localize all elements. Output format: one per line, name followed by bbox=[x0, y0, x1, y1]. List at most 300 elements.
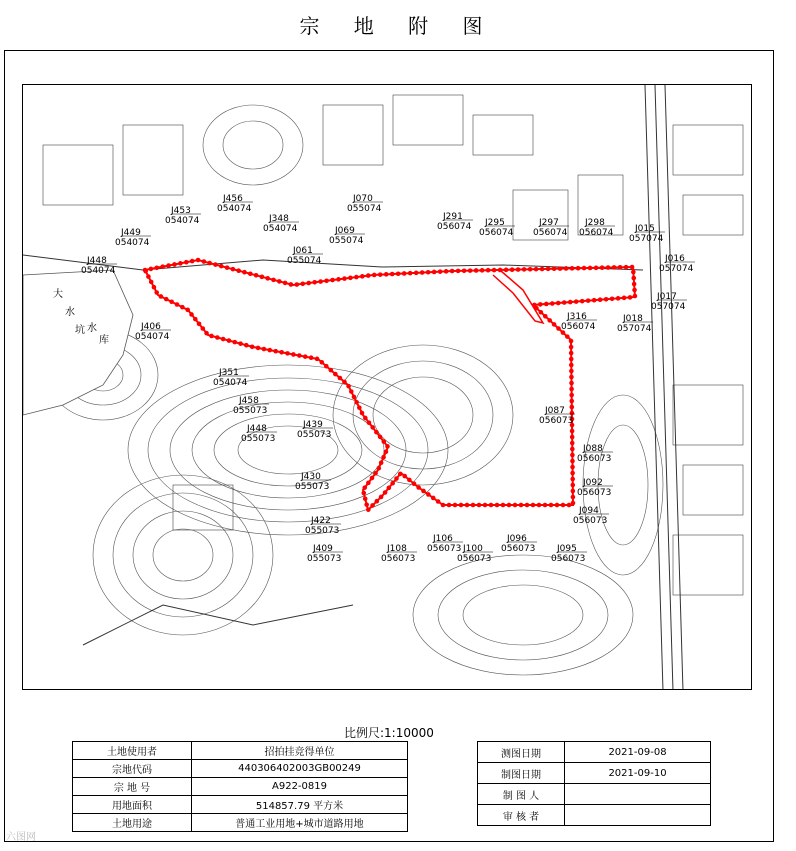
boundary-vertex bbox=[219, 264, 224, 269]
point-code-label: 056073 bbox=[427, 544, 462, 554]
boundary-vertex bbox=[540, 267, 545, 272]
boundary-vertex bbox=[570, 477, 575, 482]
boundary-vertex bbox=[318, 279, 323, 284]
boundary-vertex bbox=[571, 501, 576, 506]
point-id-label: J448 bbox=[247, 424, 267, 434]
boundary-vertex bbox=[534, 306, 539, 311]
boundary-vertex bbox=[364, 502, 369, 507]
parcel-map bbox=[22, 84, 752, 690]
boundary-vertex bbox=[543, 503, 548, 508]
point-id-label: J297 bbox=[539, 218, 559, 228]
point-code-label: 054074 bbox=[217, 204, 252, 214]
boundary-vertex bbox=[486, 268, 491, 273]
point-id-label: J295 bbox=[485, 218, 505, 228]
point-code-label: 054074 bbox=[81, 266, 116, 276]
road-line bbox=[645, 85, 663, 690]
boundary-vertex bbox=[367, 420, 372, 425]
boundary-vertex bbox=[416, 485, 421, 490]
boundary-vertex bbox=[516, 267, 521, 272]
boundary-vertex bbox=[567, 503, 572, 508]
table-row bbox=[73, 760, 408, 778]
row-label: 制图日期 bbox=[478, 763, 565, 784]
building-block bbox=[673, 535, 743, 595]
boundary-vertex bbox=[209, 334, 214, 339]
contour bbox=[373, 377, 473, 453]
table-row bbox=[73, 742, 408, 760]
road-line bbox=[665, 85, 683, 690]
boundary-vertex bbox=[291, 352, 296, 357]
boundary-vertex bbox=[306, 281, 311, 286]
row-value bbox=[565, 805, 711, 826]
point-id-label: J106 bbox=[433, 534, 453, 544]
boundary-vertex bbox=[531, 503, 536, 508]
boundary-vertex bbox=[436, 499, 441, 504]
boundary-vertex bbox=[574, 299, 579, 304]
boundary-vertex bbox=[166, 263, 171, 268]
boundary-vertex bbox=[236, 268, 241, 273]
point-code-label: 057074 bbox=[651, 302, 686, 312]
building-block bbox=[43, 145, 113, 205]
point-id-label: J298 bbox=[585, 218, 605, 228]
table-row bbox=[73, 796, 408, 814]
boundary-vertex bbox=[207, 261, 212, 266]
contour bbox=[333, 345, 513, 485]
boundary-vertex bbox=[612, 265, 617, 270]
point-code-label: 056073 bbox=[577, 454, 612, 464]
boundary-vertex bbox=[175, 302, 180, 307]
boundary-vertex bbox=[295, 282, 300, 287]
boundary-vertex bbox=[489, 503, 494, 508]
boundary-vertex bbox=[379, 460, 384, 465]
boundary-vertex bbox=[569, 369, 574, 374]
point-code-label: 056073 bbox=[457, 554, 492, 564]
contour bbox=[128, 365, 448, 535]
boundary-vertex bbox=[421, 489, 426, 494]
boundary-vertex bbox=[366, 507, 371, 512]
building-block bbox=[683, 465, 743, 515]
point-id-label: J092 bbox=[583, 478, 603, 488]
boundary-vertex bbox=[549, 503, 554, 508]
boundary-vertex bbox=[570, 471, 575, 476]
row-value bbox=[565, 784, 711, 805]
boundary-vertex bbox=[370, 503, 375, 508]
contour bbox=[203, 105, 303, 185]
boundary-vertex bbox=[197, 322, 202, 327]
contour bbox=[463, 585, 583, 645]
boundary-vertex bbox=[606, 265, 611, 270]
boundary-vertex bbox=[525, 503, 530, 508]
point-code-label: 055073 bbox=[295, 482, 330, 492]
point-id-label: J351 bbox=[219, 368, 239, 378]
boundary-vertex bbox=[315, 357, 320, 362]
point-id-label: J108 bbox=[387, 544, 407, 554]
boundary-vertex bbox=[412, 481, 417, 486]
boundary-vertex bbox=[507, 503, 512, 508]
boundary-vertex bbox=[568, 300, 573, 305]
boundary-vertex bbox=[570, 441, 575, 446]
point-code-label: 054074 bbox=[115, 238, 150, 248]
boundary-vertex bbox=[265, 276, 270, 281]
boundary-vertex bbox=[630, 265, 635, 270]
building-block bbox=[393, 95, 463, 145]
boundary-vertex bbox=[576, 266, 581, 271]
point-id-label: J095 bbox=[557, 544, 577, 554]
boundary-vertex bbox=[402, 474, 407, 479]
boundary-vertex bbox=[180, 305, 185, 310]
boundary-vertex bbox=[309, 355, 314, 360]
row-label: 宗地代码 bbox=[73, 760, 192, 778]
boundary-vertex bbox=[471, 503, 476, 508]
boundary-vertex bbox=[468, 268, 473, 273]
point-id-label: J453 bbox=[171, 206, 191, 216]
building-block bbox=[683, 195, 743, 235]
boundary-vertex bbox=[552, 322, 557, 327]
lake-char: 坑 bbox=[75, 325, 85, 336]
boundary-vertex bbox=[352, 395, 357, 400]
table-row bbox=[478, 742, 711, 763]
point-code-label: 055073 bbox=[241, 434, 276, 444]
table-row bbox=[73, 814, 408, 832]
boundary-vertex bbox=[592, 298, 597, 303]
boundary-vertex bbox=[622, 296, 627, 301]
boundary-vertex bbox=[402, 271, 407, 276]
parcel-info-table bbox=[72, 741, 408, 832]
point-code-label: 057074 bbox=[629, 234, 664, 244]
boundary-vertex bbox=[385, 444, 390, 449]
boundary-vertex bbox=[569, 351, 574, 356]
boundary-vertex bbox=[354, 275, 359, 280]
boundary-vertex bbox=[200, 326, 205, 331]
boundary-vertex bbox=[483, 503, 488, 508]
boundary-vertex bbox=[396, 271, 401, 276]
boundary-vertex bbox=[289, 282, 294, 287]
map-canvas bbox=[23, 85, 752, 690]
table-row bbox=[73, 778, 408, 796]
boundary-vertex bbox=[242, 270, 247, 275]
boundary-vertex bbox=[558, 266, 563, 271]
boundary-vertex bbox=[550, 301, 555, 306]
boundary-vertex bbox=[202, 259, 207, 264]
boundary-vertex bbox=[632, 288, 637, 293]
boundary-vertex bbox=[312, 280, 317, 285]
boundary-vertex bbox=[262, 347, 267, 352]
boundary-vertex bbox=[225, 265, 230, 270]
boundary-vertex bbox=[178, 261, 183, 266]
boundary-vertex bbox=[248, 271, 253, 276]
boundary-vertex bbox=[610, 296, 615, 301]
contour bbox=[153, 529, 213, 581]
boundary-vertex bbox=[149, 280, 154, 285]
boundary-vertex bbox=[570, 266, 575, 271]
boundary-vertex bbox=[569, 339, 574, 344]
lake-char: 库 bbox=[99, 335, 109, 346]
boundary-vertex bbox=[232, 340, 237, 345]
boundary-vertex bbox=[250, 344, 255, 349]
boundary-vertex bbox=[571, 489, 576, 494]
point-code-label: 056074 bbox=[479, 228, 514, 238]
boundary-vertex bbox=[474, 268, 479, 273]
boundary-vertex bbox=[378, 435, 383, 440]
drawing-info-table bbox=[477, 741, 711, 826]
point-code-label: 054074 bbox=[165, 216, 200, 226]
boundary-vertex bbox=[238, 341, 243, 346]
boundary-vertex bbox=[346, 384, 351, 389]
point-code-label: 056073 bbox=[577, 488, 612, 498]
boundary-vertex bbox=[522, 267, 527, 272]
contour bbox=[192, 402, 384, 498]
boundary-vertex bbox=[303, 354, 308, 359]
boundary-vertex bbox=[431, 496, 436, 501]
boundary-vertex bbox=[588, 266, 593, 271]
row-label: 土地使用者 bbox=[73, 742, 192, 760]
boundary-vertex bbox=[338, 376, 343, 381]
boundary-vertex bbox=[600, 265, 605, 270]
boundary-vertex bbox=[221, 337, 226, 342]
boundary-vertex bbox=[594, 266, 599, 271]
boundary-vertex bbox=[184, 260, 189, 265]
boundary-vertex bbox=[349, 389, 354, 394]
boundary-vertex bbox=[376, 466, 381, 471]
boundary-vertex bbox=[426, 492, 431, 497]
point-code-label: 056073 bbox=[539, 416, 574, 426]
boundary-vertex bbox=[565, 334, 570, 339]
boundary-vertex bbox=[570, 435, 575, 440]
boundary-vertex bbox=[628, 295, 633, 300]
point-id-label: J069 bbox=[335, 226, 355, 236]
building-block bbox=[323, 105, 383, 165]
boundary-vertex bbox=[633, 294, 638, 299]
boundary-vertex bbox=[215, 335, 220, 340]
boundary-vertex bbox=[538, 302, 543, 307]
boundary-vertex bbox=[556, 301, 561, 306]
boundary-vertex bbox=[618, 265, 623, 270]
table-row bbox=[478, 784, 711, 805]
boundary-vertex bbox=[571, 495, 576, 500]
boundary-vertex bbox=[260, 275, 265, 280]
boundary-vertex bbox=[453, 503, 458, 508]
boundary-vertex bbox=[143, 269, 148, 274]
boundary-vertex bbox=[510, 267, 515, 272]
watermark: 六图网 bbox=[6, 832, 36, 843]
boundary-vertex bbox=[185, 308, 190, 313]
point-id-label: J061 bbox=[293, 246, 313, 256]
boundary-vertex bbox=[438, 269, 443, 274]
boundary-vertex bbox=[432, 270, 437, 275]
boundary-vertex bbox=[441, 503, 446, 508]
boundary-vertex bbox=[360, 411, 365, 416]
boundary-vertex bbox=[271, 278, 276, 283]
boundary-vertex bbox=[372, 273, 377, 278]
row-value: 440306402003GB00249 bbox=[192, 760, 408, 778]
boundary-vertex bbox=[477, 503, 482, 508]
boundary-vertex bbox=[616, 296, 621, 301]
boundary-vertex bbox=[570, 405, 575, 410]
boundary-vertex bbox=[570, 453, 575, 458]
row-value: 2021-09-08 bbox=[565, 742, 711, 763]
boundary-vertex bbox=[547, 318, 552, 323]
contour bbox=[214, 414, 362, 486]
point-code-label: 055073 bbox=[297, 430, 332, 440]
contour bbox=[598, 425, 648, 545]
boundary-vertex bbox=[164, 297, 169, 302]
boundary-vertex bbox=[569, 375, 574, 380]
boundary-vertex bbox=[363, 416, 368, 421]
boundary-vertex bbox=[420, 270, 425, 275]
boundary-vertex bbox=[244, 343, 249, 348]
boundary-vertex bbox=[387, 486, 392, 491]
boundary-vertex bbox=[154, 265, 159, 270]
boundary-vertex bbox=[159, 294, 164, 299]
contour bbox=[133, 511, 233, 599]
boundary-vertex bbox=[528, 267, 533, 272]
point-code-label: 057074 bbox=[659, 264, 694, 274]
boundary-vertex bbox=[501, 503, 506, 508]
boundary-vertex bbox=[570, 411, 575, 416]
boundary-vertex bbox=[149, 267, 154, 272]
boundary-vertex bbox=[390, 481, 395, 486]
building-block bbox=[673, 385, 743, 445]
boundary-vertex bbox=[492, 268, 497, 273]
row-value: 514857.79 平方米 bbox=[192, 796, 408, 814]
boundary-vertex bbox=[552, 266, 557, 271]
point-code-label: 054074 bbox=[213, 378, 248, 388]
point-id-label: J348 bbox=[269, 214, 289, 224]
boundary-vertex bbox=[196, 258, 201, 263]
row-label: 用地面积 bbox=[73, 796, 192, 814]
point-id-label: J430 bbox=[301, 472, 321, 482]
row-label: 宗 地 号 bbox=[73, 778, 192, 796]
urban-blocks bbox=[43, 95, 743, 595]
row-value: A922-0819 bbox=[192, 778, 408, 796]
point-id-label: J422 bbox=[311, 516, 331, 526]
boundary-vertex bbox=[379, 495, 384, 500]
boundary-vertex bbox=[631, 276, 636, 281]
boundary-vertex bbox=[336, 277, 341, 282]
point-id-label: J088 bbox=[583, 444, 603, 454]
point-code-label: 055074 bbox=[329, 236, 364, 246]
boundary-vertex bbox=[373, 471, 378, 476]
point-code-label: 054074 bbox=[135, 332, 170, 342]
boundary-vertex bbox=[204, 331, 209, 336]
boundary-vertex bbox=[562, 300, 567, 305]
boundary-vertex bbox=[329, 368, 334, 373]
boundary-vertex bbox=[268, 348, 273, 353]
scale-text: 比例尺:1:10000 bbox=[344, 726, 434, 740]
point-code-label: 055073 bbox=[307, 554, 342, 564]
boundary-vertex bbox=[604, 297, 609, 302]
boundary-vertex bbox=[378, 272, 383, 277]
point-code-label: 057074 bbox=[617, 324, 652, 334]
boundary-vertex bbox=[582, 266, 587, 271]
point-id-label: J018 bbox=[623, 314, 643, 324]
boundary-vertex bbox=[561, 503, 566, 508]
boundary-vertex bbox=[193, 317, 198, 322]
boundary-vertex bbox=[632, 282, 637, 287]
boundary-vertex bbox=[324, 364, 329, 369]
boundary-vertex bbox=[498, 268, 503, 273]
boundary-vertex bbox=[537, 503, 542, 508]
boundary-vertex bbox=[366, 273, 371, 278]
boundary-vertex bbox=[324, 279, 329, 284]
boundary-vertex bbox=[384, 449, 389, 454]
boundary-vertex bbox=[190, 259, 195, 264]
boundary-vertex bbox=[152, 285, 157, 290]
table-row bbox=[478, 763, 711, 784]
boundary-vertex bbox=[459, 503, 464, 508]
point-code-label: 055073 bbox=[305, 526, 340, 536]
boundary-vertex bbox=[569, 381, 574, 386]
boundary-vertex bbox=[394, 476, 399, 481]
row-value: 招拍挂竞得单位 bbox=[192, 742, 408, 760]
point-id-label: J458 bbox=[239, 396, 259, 406]
boundary-vertex bbox=[374, 430, 379, 435]
row-label: 土地用途 bbox=[73, 814, 192, 832]
boundary-vertex bbox=[519, 503, 524, 508]
boundary-vertex bbox=[360, 274, 365, 279]
boundary-vertex bbox=[564, 266, 569, 271]
boundary-vertex bbox=[580, 299, 585, 304]
boundary-vertex bbox=[330, 278, 335, 283]
boundary-vertex bbox=[354, 400, 359, 405]
boundary-vertex bbox=[256, 346, 261, 351]
point-code-label: 055073 bbox=[233, 406, 268, 416]
contour bbox=[93, 475, 273, 635]
boundary-vertex bbox=[570, 465, 575, 470]
boundary-vertex bbox=[366, 481, 371, 486]
boundary-vertex bbox=[342, 380, 347, 385]
row-label: 审 核 者 bbox=[478, 805, 565, 826]
point-id-label: J094 bbox=[579, 506, 599, 516]
point-id-label: J449 bbox=[121, 228, 141, 238]
boundary-vertex bbox=[172, 262, 177, 267]
boundary-vertex bbox=[277, 279, 282, 284]
point-code-label: 056074 bbox=[533, 228, 568, 238]
point-id-label: J316 bbox=[567, 312, 587, 322]
boundary-vertex bbox=[504, 268, 509, 273]
contour bbox=[170, 390, 406, 510]
building-block bbox=[123, 125, 183, 195]
point-id-label: J017 bbox=[657, 292, 677, 302]
boundary-vertex bbox=[555, 503, 560, 508]
boundary-vertex bbox=[414, 271, 419, 276]
point-id-label: J015 bbox=[635, 224, 655, 234]
boundary-vertex bbox=[586, 298, 591, 303]
boundary-vertex bbox=[231, 267, 236, 272]
boundary-vertex bbox=[546, 267, 551, 272]
boundary-vertex bbox=[348, 276, 353, 281]
boundary-vertex bbox=[462, 268, 467, 273]
point-code-label: 055074 bbox=[287, 256, 322, 266]
boundary-vertex bbox=[569, 357, 574, 362]
point-id-label: J406 bbox=[141, 322, 161, 332]
boundary-vertex bbox=[569, 387, 574, 392]
point-id-label: J456 bbox=[223, 194, 243, 204]
boundary-vertex bbox=[513, 503, 518, 508]
boundary-vertex bbox=[426, 270, 431, 275]
building-block bbox=[473, 115, 533, 155]
boundary-vertex bbox=[160, 264, 165, 269]
boundary-vertex bbox=[146, 274, 151, 279]
boundary-vertex bbox=[534, 267, 539, 272]
boundary-vertex bbox=[300, 281, 305, 286]
point-id-label: J439 bbox=[303, 420, 323, 430]
boundary-vertex bbox=[631, 270, 636, 275]
boundary-vertex bbox=[375, 499, 380, 504]
boundary-vertex bbox=[444, 269, 449, 274]
point-id-label: J100 bbox=[463, 544, 483, 554]
boundary-vertex bbox=[381, 439, 386, 444]
point-id-label: J096 bbox=[507, 534, 527, 544]
